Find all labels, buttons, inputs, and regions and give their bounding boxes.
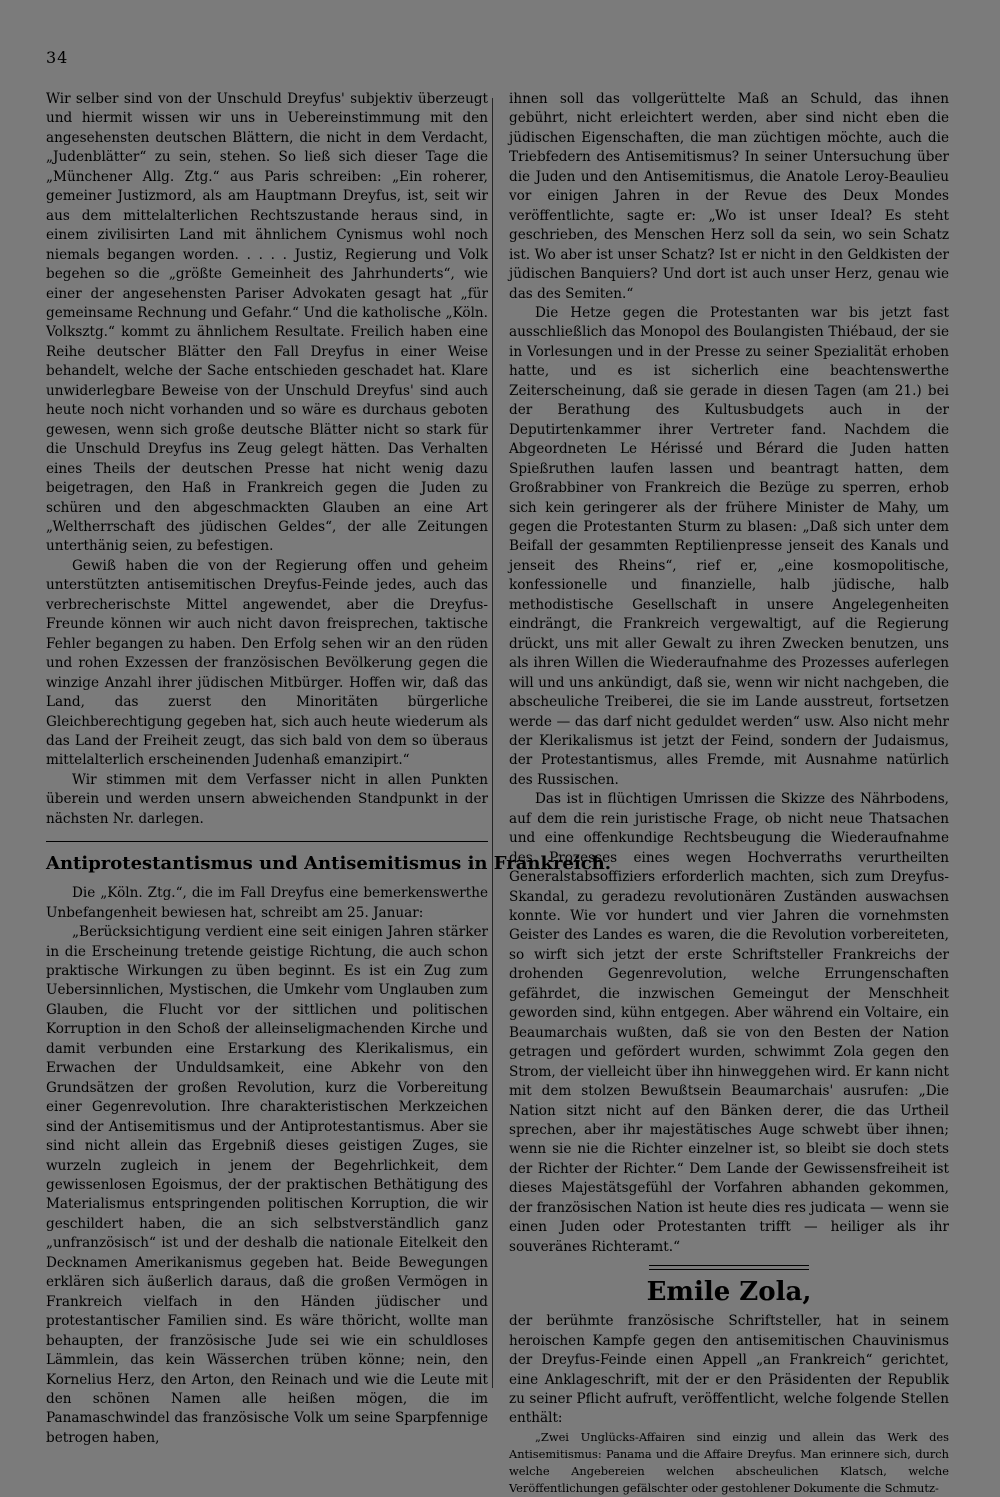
section-rule xyxy=(46,841,488,842)
paragraph: Wir selber sind von der Unschuld Dreyfus' subjektiv überzeugt und hiermit wissen wir uns in Uebereinstimmung mit den angesehensten deutschen Blättern, die nicht in dem Verdacht, „Judenblätter“ zu sein, stehen. So ließ sich dieser Tage die „Münchener Allg. Ztg.“ aus Paris schreiben: „Ein roherer, gemeiner Justizmord, als am Hauptmann Dreyfus, ist, seit wir aus dem mittelalterlichen Rechtszustande heraus sind, in einem zivilisirten Land mit ähnlichem Cynismus wohl noch niemals begangen worden. . . . . Justiz, Regierung und Volk begehen so die „größte Gemeinheit des Jahrhunderts“, wie einer der angesehensten Pariser Advokaten gesagt hat „für gemeinsame Rechnung und Gefahr.“ Und die katholische „Köln. Volksztg.“ kommt zu ähnlichem Resultate. Freilich haben eine Reihe deutscher Blätter den Fall Dreyfus in einer Weise behandelt, welche der Sache entschieden geschadet hat. Klare unwiderlegbare Beweise von der Unschuld Dreyfus' sind auch heute noch nicht vorhanden und so wäre es durchaus geboten gewesen, wenn sich große deutsche Blätter nicht so stark für die Unschuld Dreyfus ins Zeug gelegt hätten. Das Verhalten eines Theils der deutschen Presse hat nicht wenig dazu beigetragen, den Haß in Frankreich gegen die Juden zu schüren und den abgeschmackten Glauben an eine Art „Weltherrschaft des jüdischen Geldes“, der alle Zeitungen unterthänig seien, zu befestigen. xyxy=(46,91,488,555)
right-column xyxy=(509,90,949,1497)
column-divider xyxy=(492,98,493,1388)
paragraph: Wir stimmen mit dem Verfasser nicht in allen Punkten überein und werden unsern abweichenden Standpunkt in der nächsten Nr. darlegen. xyxy=(46,771,488,827)
zola-intro: der berühmte französische Schriftsteller, hat in seinem heroischen Kampfe gegen den antisemitischen Chauvinismus der Dreyfus-Feinde einen Appell „an Frankreich“ gerichtet, eine Anklageschrift, mit der er den Präsidenten der Republik zu seiner Pflicht aufruft, veröffentlicht, welche folgende Stellen enthält: xyxy=(509,1313,949,1427)
paragraph: Die Hetze gegen die Protestanten war bis jetzt fast ausschließlich das Monopol des Boulangisten Thiébaud, der sie in Vorlesungen und in der Presse zu seiner Spezialität erhoben hatte, und es ist sicherlich eine beachtenswerthe Zeiterscheinung, daß sie gerade in diesen Tagen (am 21.) bei der Berathung des Kultusbudgets auch in der Deputirtenkammer ihrer Vertreter fand. Nachdem die Abgeordneten Le Hérissé und Bérard die Juden hatten Spießruthen laufen lassen und beantragt hatten, dem Großrabbiner von Frankreich die Bezüge zu sperren, erhob sich kein geringerer als der frühere Minister de Mahy, um gegen die Protestanten Sturm zu blasen: „Daß sich unter dem Beifall der gesammten Reptilienpresse jenseit des Kanals und jenseit des Rheins“, rief er, „eine kosmopolitische, konfessionelle und finanzielle, halb jüdische, halb methodistische Gesellschaft in unsere Angelegenheiten eindrängt, die Frankreich vergewaltigt, auf die Regierung drückt, uns mit aller Gewalt zu ihren Zwecken benutzen, uns als ihren Willen die Wiederaufnahme des Prozesses auferlegen will und uns ankündigt, daß sie, wenn wir nicht nachgeben, die abscheuliche Treiberei, die sie im Lande ausstreut, fortsetzen werde — das darf nicht geduldet werden“ usw. Also nicht mehr der Klerikalismus ist jetzt der Feind, sondern der Judaismus, der Protestantismus, alles Fremde, mit Ausnahme natürlich des Russischen. xyxy=(509,304,949,788)
zola-heading: Emile Zola, xyxy=(646,1277,812,1308)
paragraph: Das ist in flüchtigen Umrissen die Skizze des Nährbodens, auf dem die rein juristische Frage, ob nicht neue Thatsachen und eine offenkundige Rechtsbeugung die Wiederaufnahme des Prozesses eines wegen Hochverraths verurtheilten Generalstabsoffiziers erforderlich machten, sich zum Dreyfus-Skandal, zu geradezu revolutionären Zuständen auswachsen konnte. Wie vor hundert und vier Jahren die vornehmsten Geister des Landes es waren, die die Revolution vorbereiteten, so wirft sich jetzt der erste Schriftsteller Frankreichs der drohenden Gegenrevolution, welche Errungenschaften gefährdet, die inzwischen Gemeingut der Menschheit geworden sind, kühn entgegen. Aber während ein Voltaire, ein Beaumarchais wußten, daß sie von den Besten der Nation getragen und gefördert wurden, schwimmt Zola gegen den Strom, der vielleicht über ihn hinweggehen wird. Er kann nicht mit dem stolzen Bewußtsein Beaumarchais' ausrufen: „Die Nation sitzt nicht auf den Bänken derer, die das Urtheil sprechen, aber ihr majestätisches Auge schwebt über ihnen; wenn sie nie die Richter einzelner ist, so bleibt sie doch stets der Richter der Richter.“ Dem Lande der Gewissensfreiheit ist dieses Majestätsgefühl der Vorfahren abhanden gekommen, der französischen Nation ist heute dies res judicata — wenn sie einen Juden oder Protestanten trifft — heiliger als ihr souveränes Richteramt.“ xyxy=(509,791,949,1255)
paragraph: ihnen soll das vollgerüttelte Maß an Schuld, das ihnen gebührt, nicht erleichtert werden, aber sind nicht eben die jüdischen Eigenschaften, die man züchtigen möchte, auch die Triebfedern des Antisemitismus? In seiner Untersuchung über die Juden und den Antisemitismus, die Anatole Leroy-Beaulieu vor einigen Jahren in der Revue des Deux Mondes veröffentlichte, sagte er: „Wo ist unser Ideal? Es steht geschrieben, des Menschen Herz soll da sein, wo sein Schatz ist. Wo aber ist unser Schatz? Ist er nicht in den Geldkisten der jüdischen Banquiers? Und dort ist auch unser Herz, genau wie das des Semiten.“ xyxy=(509,91,949,302)
section-intro: Die „Köln. Ztg.“, die im Fall Dreyfus eine bemerkenswerthe Unbefangenheit bewiesen hat, schreibt am 25. Januar: xyxy=(46,885,488,921)
zola-quote: „Zwei Unglücks-Affairen sind einzig und allein das Werk des Antisemitismus: Panama und die Affaire Dreyfus. Man erinnere sich, durch welche Angebereien welchen abscheulichen Klatsch, welche Veröffentlichungen gefälschter oder gestohlener Dokumente die Schmutz- xyxy=(509,1429,949,1495)
paragraph: Gewiß haben die von der Regierung offen und geheim unterstützten antisemitischen Dreyfus-Feinde jedes, auch das verbrecherischste Mittel angewendet, aber die Dreyfus-Freunde können wir auch nicht davon freisprechen, taktische Fehler begangen zu haben. Den Erfolg sehen wir an den rüden und rohen Exzessen der französischen Bevölkerung gegen die winzige Anzahl ihrer jüdischen Mitbürger. Hoffen wir, daß das Land, das zuerst den Minoritäten bürgerliche Gleichberechtigung gegeben hat, sich auch heute wiederum als das Land der Freiheit zeugt, das sich bald von dem so überaus mittelalterlich erscheinenden Judenhaß emanzipirt.“ xyxy=(46,557,488,769)
left-column xyxy=(46,90,612,1448)
section-heading: Antiprotestantismus und Antisemitismus in Frankreich. xyxy=(46,853,612,875)
section-quote: „Berücksichtigung verdient eine seit einigen Jahren stärker in die Erscheinung tretende geistige Richtung, die auch schon praktische Wirkungen zu üben beginnt. Es ist ein Zug zum Uebersinnlichen, Mystischen, die Umkehr vom Unglauben zum Glauben, die Flucht vor der sittlichen und politischen Korruption in den Schoß der alleinseligmachenden Kirche und damit verbunden eine Erstarkung des Klerikalismus, ein Erwachen der Unduldsamkeit, eine Abkehr von den Grundsätzen der großen Revolution, kurz die Vorbereitung einer Gegenrevolution. Ihre charakteristischen Merkzeichen sind der Antisemitismus und der Antiprotestantismus. Aber sie sind nicht allein das Ergebniß dieses geistigen Zuges, sie wurzeln zugleich in jenem der Begehrlichkeit, dem gewissenlosen Egoismus, der der praktischen Bethätigung des Materialismus entspringenden politischen Korruption, die wir geschildert haben, die an sich selbstverständlich ganz „unfranzösisch“ ist und der deshalb die nationale Eitelkeit den Decknamen Amerikanismus gegeben hat. Beide Bewegungen erklären sich äußerlich daraus, daß die großen Vermögen in Frankreich vielfach in den Händen jüdischer und protestantischer Familien sind. Es wäre thöricht, wollte man behaupten, der französische Jude sei wie ein schuldloses Lämmlein, das kein Wässerchen trüben könne; nein, den Kornelius Herz, den Arton, den Reinach und wie die Leute mit den schönen Namen alle heißen mögen, die im Panamaschwindel das französische Volk um seine Sparpfennige betrogen haben, xyxy=(46,924,488,1446)
page-number: 34 xyxy=(46,48,69,67)
ornamental-rule xyxy=(649,1265,809,1270)
